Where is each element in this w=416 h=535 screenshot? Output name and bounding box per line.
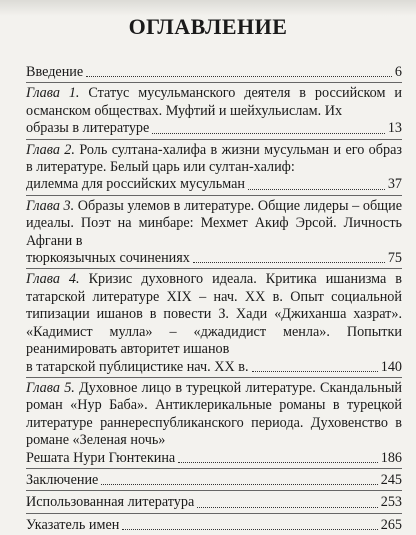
toc-page-number: 13 [387,120,402,137]
chapter-label: Глава 1. [26,85,80,102]
toc-page-number: 140 [380,358,402,375]
dot-leader [101,484,377,485]
toc-page-number: 265 [380,516,402,533]
toc-page-number: 186 [380,449,402,466]
toc-page-number: 37 [387,176,402,193]
dot-leader [197,507,377,508]
chapter-title: Роль султана-халифа в жизни мусульман и его образ в литературе. Белый царь или султан-халиф: [26,141,402,176]
toc-page-number: 253 [380,494,402,511]
chapter-title: Духовное лицо в турецкой литературе. Скандальный роман «Нур Баба». Антиклерикальные романы в турецкой литературе раннереспубликанского периода. Духовенство в романе «Зеленая ночь» [26,379,402,449]
chapter-title-end: в татарской публицистике нач. XX в. [26,358,249,375]
toc-entry-chapter-3[interactable] [26,195,402,269]
toc-entry-title: Введение [26,64,84,80]
chapter-title-end: дилемма для российских мусульман [26,176,245,193]
chapter-label: Глава 2. [26,141,75,158]
chapter-label: Глава 3. [26,197,75,214]
toc-page-number: 6 [394,64,402,80]
toc-entry-title: Заключение [26,471,99,488]
chapter-label: Глава 5. [26,379,75,396]
toc-entry-chapter-2[interactable] [26,139,402,195]
chapter-title-end: Решата Нури Гюнтекина [26,449,176,466]
toc-page-number: 75 [387,250,402,267]
page-title: ОГЛАВЛЕНИЕ [128,14,288,39]
table-of-contents [26,61,402,535]
dot-leader [122,529,377,530]
toc-entry-conclusion[interactable] [26,468,402,490]
toc-entry-introduction[interactable] [26,61,402,82]
toc-entry-chapter-1[interactable] [26,82,402,138]
toc-entry-name-index[interactable] [26,513,402,535]
toc-entry-title: Использованная литература [26,494,195,511]
toc-page-number: 245 [380,471,402,488]
dot-leader [152,133,384,134]
chapter-title: Образы улемов в литературе. Общие лидеры – общие идеалы. Поэт на минбаре: Мехмет Акиф Эрсой. Личность Афгани в [26,197,402,249]
chapter-label: Глава 4. [26,271,80,288]
toc-entry-references[interactable] [26,490,402,512]
chapter-title-end: тюркоязычных сочинениях [26,250,190,267]
chapter-title-end: образы в литературе [26,120,150,137]
dot-leader [178,462,378,463]
dot-leader [193,262,385,263]
dot-leader [86,76,392,77]
dot-leader [252,371,378,372]
toc-entry-chapter-5[interactable] [26,377,402,468]
dot-leader [248,189,385,190]
chapter-title: Кризис духовного идеала. Критика ишанизма в татарской литературе XIX – нач. XX в. Опыт социальной типизации ишанов в повести З. Хади «Джиханша хазрат». «Кадимист мулла» – «джадидист менла». Попытки реанимировать авторитет ишанов [26,271,402,358]
chapter-title: Статус мусульманского деятеля в российском и османском обществах. Муфтий и шейхульислам. Их [26,85,402,119]
toc-entry-title: Указатель имен [26,516,120,533]
toc-entry-chapter-4[interactable] [26,268,402,376]
